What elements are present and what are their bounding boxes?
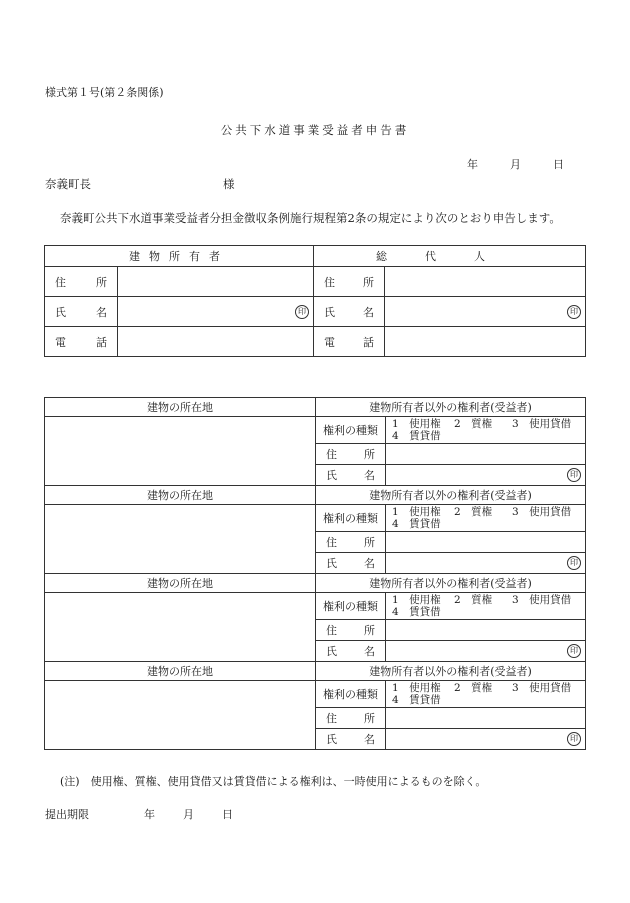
kind-option[interactable]: 4 賃貸借: [392, 518, 441, 530]
form-number: 様式第１号(第２条関係): [45, 86, 164, 99]
rights-header: 建物所有者以外の権利者(受益者): [316, 662, 586, 681]
rights-address-label: 住所: [316, 444, 386, 465]
seal-icon: 印: [567, 305, 581, 319]
seal-icon: 印: [567, 468, 581, 482]
rights-kind-line1: [392, 594, 585, 606]
rights-kind-options[interactable]: [386, 681, 586, 708]
deadline-line: [45, 806, 233, 822]
rights-address-label: 住所: [316, 708, 386, 729]
seal-icon: 印: [567, 644, 581, 658]
agent-name-label: 氏名: [314, 297, 385, 327]
seal-icon: 印: [567, 556, 581, 570]
rights-header: 建物所有者以外の権利者(受益者): [316, 398, 586, 417]
agent-phone-label: 電話: [314, 327, 385, 357]
location-header: 建物の所在地: [45, 486, 316, 505]
rights-kind-options[interactable]: [386, 593, 586, 620]
kind-option[interactable]: 4 賃貸借: [392, 606, 441, 618]
owner-name-field[interactable]: [118, 297, 314, 327]
deadline-day: 日: [222, 808, 233, 821]
rights-header: 建物所有者以外の権利者(受益者): [316, 486, 586, 505]
rights-kind-options[interactable]: [386, 505, 586, 532]
kind-option[interactable]: 1 使用権: [392, 418, 441, 430]
rights-header: 建物所有者以外の権利者(受益者): [316, 574, 586, 593]
rights-kind-label: 権利の種類: [316, 681, 386, 708]
rights-name-field[interactable]: [386, 641, 586, 662]
agent-header: 総代人: [314, 246, 586, 267]
rights-name-field[interactable]: [386, 729, 586, 750]
rights-kind-line1: [392, 418, 585, 430]
date-day: 日: [553, 158, 564, 171]
kind-option[interactable]: 3 使用貸借: [512, 594, 572, 606]
kind-option[interactable]: 1 使用権: [392, 506, 441, 518]
note-text: (注) 使用権、質権、使用貸借又は賃貸借による権利は、一時使用によるものを除く。: [60, 775, 487, 788]
kind-option[interactable]: 3 使用貸借: [512, 682, 572, 694]
lead-text: 奈義町公共下水道事業受益者分担金徴収条例施行規程第2条の規定により次のとおり申告します。: [60, 211, 561, 225]
document-title: 公共下水道事業受益者申告書: [220, 123, 410, 137]
seal-icon: 印: [567, 732, 581, 746]
addressee-name: 奈義町長: [45, 177, 91, 191]
deadline-label: 提出期限: [45, 808, 89, 821]
rights-address-field[interactable]: [386, 708, 586, 729]
location-field[interactable]: [45, 593, 316, 662]
agent-name-field[interactable]: [385, 297, 586, 327]
kind-option[interactable]: 2 質権: [454, 594, 493, 606]
location-header: 建物の所在地: [45, 662, 316, 681]
owner-address-label: 住所: [45, 267, 118, 297]
rights-address-field[interactable]: [386, 444, 586, 465]
rights-address-field[interactable]: [386, 532, 586, 553]
rights-address-field[interactable]: [386, 620, 586, 641]
kind-option[interactable]: 3 使用貸借: [512, 506, 572, 518]
location-header: 建物の所在地: [45, 574, 316, 593]
agent-address-field[interactable]: [385, 267, 586, 297]
owner-phone-label: 電話: [45, 327, 118, 357]
rights-name-label: 氏名: [316, 465, 386, 486]
kind-option[interactable]: 1 使用権: [392, 594, 441, 606]
rights-kind-label: 権利の種類: [316, 417, 386, 444]
owner-header: 建物所有者: [45, 246, 314, 267]
rights-address-label: 住所: [316, 620, 386, 641]
kind-option[interactable]: 1 使用権: [392, 682, 441, 694]
kind-option[interactable]: 4 賃貸借: [392, 430, 441, 442]
date-year: 年: [467, 158, 478, 171]
date-month: 月: [510, 158, 521, 171]
rights-kind-line1: [392, 682, 585, 694]
rights-name-field[interactable]: [386, 465, 586, 486]
agent-address-label: 住所: [314, 267, 385, 297]
location-header: 建物の所在地: [45, 398, 316, 417]
rights-name-label: 氏名: [316, 641, 386, 662]
deadline-year: 年: [144, 808, 155, 821]
kind-option[interactable]: 4 賃貸借: [392, 694, 441, 706]
kind-option[interactable]: 2 質権: [454, 418, 493, 430]
agent-phone-field[interactable]: [385, 327, 586, 357]
rights-kind-line1: [392, 506, 585, 518]
owner-address-field[interactable]: [118, 267, 314, 297]
kind-option[interactable]: 2 質権: [454, 506, 493, 518]
rights-address-label: 住所: [316, 532, 386, 553]
rights-name-label: 氏名: [316, 553, 386, 574]
location-field[interactable]: [45, 505, 316, 574]
deadline-month: 月: [183, 808, 194, 821]
owner-name-label: 氏名: [45, 297, 118, 327]
date-line: [467, 156, 564, 172]
rights-kind-label: 権利の種類: [316, 593, 386, 620]
location-rights-table: [44, 397, 586, 750]
rights-name-field[interactable]: [386, 553, 586, 574]
owner-phone-field[interactable]: [118, 327, 314, 357]
owner-agent-table: [44, 245, 586, 357]
location-field[interactable]: [45, 417, 316, 486]
rights-name-label: 氏名: [316, 729, 386, 750]
rights-kind-options[interactable]: [386, 417, 586, 444]
seal-icon: 印: [295, 305, 309, 319]
location-field[interactable]: [45, 681, 316, 750]
kind-option[interactable]: 3 使用貸借: [512, 418, 572, 430]
kind-option[interactable]: 2 質権: [454, 682, 493, 694]
addressee-suffix: 様: [223, 177, 235, 191]
rights-kind-label: 権利の種類: [316, 505, 386, 532]
